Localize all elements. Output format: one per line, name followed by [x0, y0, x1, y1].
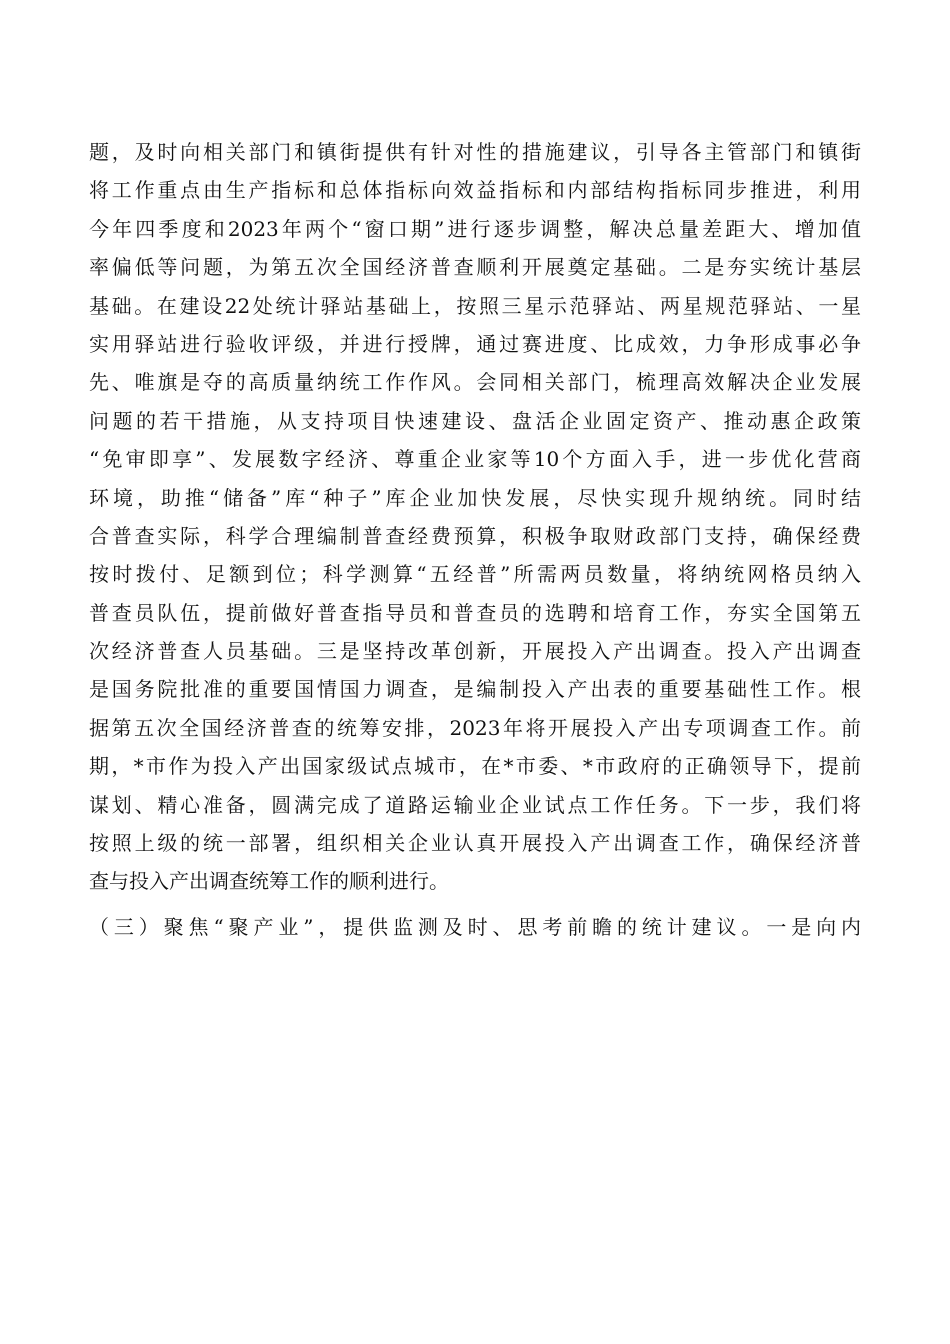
paragraph-heading	[89, 908, 861, 946]
text-line: 实用驿站进行验收评级，并进行授牌，通过赛进度、比成效，力争形成事必争	[89, 331, 861, 356]
text-line: 按时拨付、足额到位；科学测算“五经普”所需两员数量，将纳统网格员纳入	[89, 562, 861, 587]
text-line: 据第五次全国经济普查的统筹安排，2023年将开展投入产出专项调查工作。前	[89, 715, 861, 740]
text-line: 问题的若干措施，从支持项目快速建设、盘活企业固定资产、推动惠企政策	[89, 408, 861, 433]
document-body	[89, 133, 861, 946]
text-line: 率偏低等问题，为第五次全国经济普查顺利开展奠定基础。二是夯实统计基层	[89, 255, 861, 280]
text-line: 将工作重点由生产指标和总体指标向效益指标和内部结构指标同步推进，利用	[89, 178, 861, 203]
text-line: 环境，助推“储备”库“种子”库企业加快发展，尽快实现升规纳统。同时结	[89, 485, 861, 510]
text-line: “免审即享”、发展数字经济、尊重企业家等10个方面入手，进一步优化营商	[89, 447, 861, 472]
text-line: 按照上级的统一部署，组织相关企业认真开展投入产出调查工作，确保经济普	[89, 831, 861, 856]
text-line: 期，*市作为投入产出国家级试点城市，在*市委、*市政府的正确领导下，提前	[89, 754, 861, 779]
text-line: （三）聚焦“聚产业”，提供监测及时、思考前瞻的统计建议。一是向内	[89, 914, 861, 939]
text-line: 谋划、精心准备，圆满完成了道路运输业企业试点工作任务。下一步，我们将	[89, 792, 861, 817]
text-line: 先、唯旗是夺的高质量纳统工作作风。会同相关部门，梳理高效解决企业发展	[89, 370, 861, 395]
text-line: 基础。在建设22处统计驿站基础上，按照三星示范驿站、两星规范驿站、一星	[89, 293, 861, 318]
text-line: 普查员队伍，提前做好普查指导员和普查员的选聘和培育工作，夯实全国第五	[89, 600, 861, 625]
text-line: 是国务院批准的重要国情国力调查，是编制投入产出表的重要基础性工作。根	[89, 677, 861, 702]
text-line: 题，及时向相关部门和镇街提供有针对性的措施建议，引导各主管部门和镇街	[89, 140, 861, 164]
text-line: 次经济普查人员基础。三是坚持改革创新，开展投入产出调查。投入产出调查	[89, 639, 861, 664]
text-line: 合普查实际，科学合理编制普查经费预算，积极争取财政部门支持，确保经费	[89, 523, 861, 548]
text-line: 今年四季度和2023年两个“窗口期”进行逐步调整，解决总量差距大、增加值	[89, 216, 861, 241]
text-line: 查与投入产出调查统筹工作的顺利进行。	[89, 869, 449, 894]
paragraph	[89, 133, 861, 901]
